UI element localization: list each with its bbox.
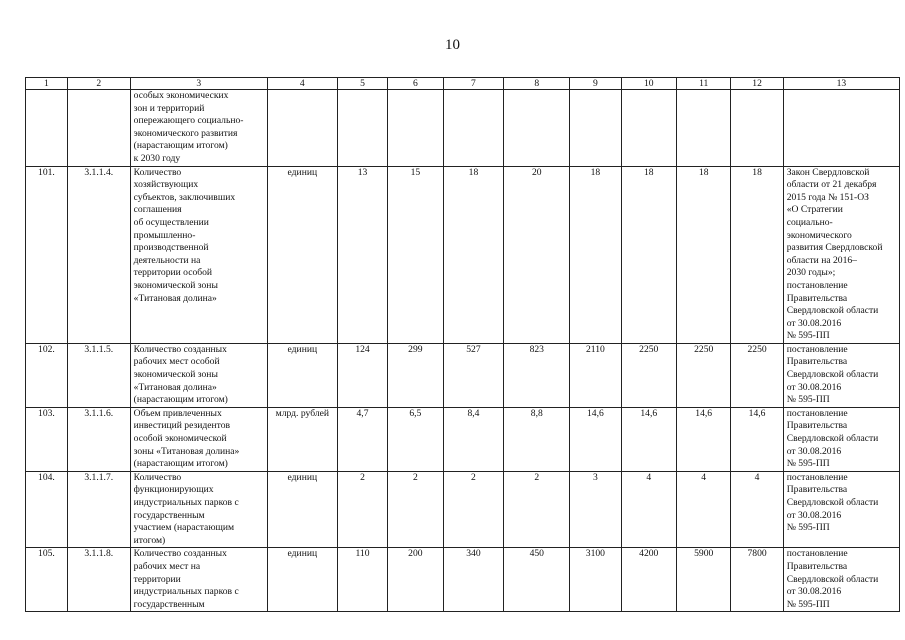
value-cell: 3100 xyxy=(570,548,621,612)
text-line: 2015 года № 151-ОЗ xyxy=(786,191,869,203)
text-line: инвестиций резидентов xyxy=(133,420,231,432)
row-number: 105. xyxy=(26,548,68,612)
row-number: 104. xyxy=(26,471,68,548)
value-cell: 7800 xyxy=(731,548,783,612)
value-cell: 4 xyxy=(731,471,783,548)
cell-empty xyxy=(570,90,621,167)
value-cell: 18 xyxy=(621,166,676,343)
text-line: субъектов, заключивших xyxy=(133,191,236,203)
column-number: 3 xyxy=(130,78,267,90)
text-line: от 30.08.2016 xyxy=(786,586,842,598)
text-line: от 30.08.2016 xyxy=(786,445,842,457)
indicators-table xyxy=(25,77,900,612)
indicator-code: 3.1.1.7. xyxy=(67,471,130,548)
text-line: Правительства xyxy=(786,560,848,572)
text-line: № 595-ПП xyxy=(786,458,830,470)
text-line: Правительства xyxy=(786,484,848,496)
value-cell: 3 xyxy=(570,471,621,548)
indicator-code: 3.1.1.8. xyxy=(67,548,130,612)
value-cell: 14,6 xyxy=(570,407,621,471)
source-cell xyxy=(783,548,899,612)
value-cell: 15 xyxy=(388,166,443,343)
column-number: 7 xyxy=(443,78,504,90)
unit-cell: единиц xyxy=(267,343,337,407)
text-line: государственным xyxy=(133,509,205,521)
text-line: особых экономических xyxy=(133,90,229,101)
source-cell xyxy=(783,407,899,471)
value-cell: 2 xyxy=(388,471,443,548)
value-cell: 823 xyxy=(504,343,570,407)
cell-empty xyxy=(676,90,730,167)
text-line: экономической зоны xyxy=(133,369,218,381)
text-line: постановление xyxy=(786,471,848,483)
value-cell: 2250 xyxy=(621,343,676,407)
text-line: постановление xyxy=(786,343,848,355)
value-cell: 14,6 xyxy=(731,407,783,471)
text-line: № 595-ПП xyxy=(786,330,830,342)
text-line: Количество созданных xyxy=(133,343,227,355)
column-number: 9 xyxy=(570,78,621,90)
value-cell: 2110 xyxy=(570,343,621,407)
value-cell: 13 xyxy=(337,166,387,343)
row-number: 102. xyxy=(26,343,68,407)
table-row xyxy=(26,343,900,407)
value-cell: 5900 xyxy=(676,548,730,612)
value-cell: 4200 xyxy=(621,548,676,612)
value-cell: 4 xyxy=(676,471,730,548)
text-line: рабочих мест на xyxy=(133,560,201,572)
text-line: Правительства xyxy=(786,356,848,368)
column-number: 6 xyxy=(388,78,443,90)
indicator-code: 3.1.1.6. xyxy=(67,407,130,471)
unit-cell: единиц xyxy=(267,548,337,612)
text-line: Количество xyxy=(133,166,182,178)
indicator-code: 3.1.1.4. xyxy=(67,166,130,343)
text-line: Свердловской области xyxy=(786,369,879,381)
text-line: особой экономической xyxy=(133,433,227,445)
text-line: Свердловской области xyxy=(786,305,879,317)
column-number: 8 xyxy=(504,78,570,90)
value-cell: 450 xyxy=(504,548,570,612)
value-cell: 18 xyxy=(443,166,504,343)
text-line: производственной xyxy=(133,242,209,254)
text-line: Свердловской области xyxy=(786,433,879,445)
text-line: социально- xyxy=(786,216,833,228)
value-cell: 2 xyxy=(337,471,387,548)
text-line: Количество xyxy=(133,471,182,483)
text-line: от 30.08.2016 xyxy=(786,317,842,329)
row-number: 103. xyxy=(26,407,68,471)
indicator-name-cell xyxy=(130,548,267,612)
text-line: постановление xyxy=(786,548,848,560)
text-line: Свердловской области xyxy=(786,497,879,508)
column-number: 12 xyxy=(731,78,783,90)
text-line: постановление xyxy=(786,407,848,419)
text-line: № 595-ПП xyxy=(786,522,830,534)
text-line: индустриальных парков с xyxy=(133,497,239,508)
unit-cell: млрд. рублей xyxy=(267,407,337,471)
text-line: опережающего социально- xyxy=(133,115,244,127)
value-cell: 18 xyxy=(570,166,621,343)
text-line: (нарастающим итогом) xyxy=(133,458,228,470)
indicator-code: 3.1.1.5. xyxy=(67,343,130,407)
text-line: постановление xyxy=(786,279,848,291)
text-line: «О Стратегии xyxy=(786,204,843,216)
text-line: деятельности на xyxy=(133,254,201,266)
indicator-name-cell xyxy=(130,471,267,548)
continuation-row xyxy=(26,90,900,167)
source-cell xyxy=(783,471,899,548)
cell-empty xyxy=(504,90,570,167)
column-number: 13 xyxy=(783,78,899,90)
value-cell: 200 xyxy=(388,548,443,612)
value-cell: 2250 xyxy=(676,343,730,407)
value-cell: 20 xyxy=(504,166,570,343)
text-line: соглашения xyxy=(133,204,182,216)
cell-empty xyxy=(783,90,899,167)
table-row xyxy=(26,548,900,612)
text-line: рабочих мест особой xyxy=(133,356,220,368)
cell-empty xyxy=(388,90,443,167)
text-line: экономического xyxy=(786,229,852,241)
text-line: «Титановая долина» xyxy=(133,292,217,304)
text-line: от 30.08.2016 xyxy=(786,381,842,393)
value-cell: 2250 xyxy=(731,343,783,407)
text-line: Свердловской области xyxy=(786,573,879,585)
source-cell xyxy=(783,166,899,343)
text-line: итогом) xyxy=(133,534,166,546)
value-cell: 4 xyxy=(621,471,676,548)
text-line: экономической зоны xyxy=(133,279,218,291)
page-number: 10 xyxy=(445,37,460,53)
column-number: 2 xyxy=(67,78,130,90)
column-number: 1 xyxy=(26,78,68,90)
text-line: территории особой xyxy=(133,267,213,279)
text-line: Правительства xyxy=(786,420,848,432)
text-line: зон и территорий xyxy=(133,102,205,114)
text-line: государственным xyxy=(133,598,205,610)
cell-empty xyxy=(443,90,504,167)
value-cell: 8,8 xyxy=(504,407,570,471)
text-line: № 595-ПП xyxy=(786,598,830,610)
value-cell: 6,5 xyxy=(388,407,443,471)
indicator-name-cell xyxy=(130,90,267,167)
unit-cell: единиц xyxy=(267,166,337,343)
cell-empty xyxy=(731,90,783,167)
value-cell: 8,4 xyxy=(443,407,504,471)
text-line: (нарастающим итогом) xyxy=(133,394,228,406)
text-line: функционирующих xyxy=(133,484,214,496)
text-line: Правительства xyxy=(786,292,848,304)
text-line: области на 2016– xyxy=(786,254,857,266)
text-line: «Титановая долина» xyxy=(133,381,217,393)
text-line: участием (нарастающим xyxy=(133,522,235,534)
value-cell: 18 xyxy=(731,166,783,343)
text-line: промышленно- xyxy=(133,229,196,241)
text-line: Закон Свердловской xyxy=(786,166,870,178)
value-cell: 527 xyxy=(443,343,504,407)
cell-empty xyxy=(26,90,68,167)
text-line: Количество созданных xyxy=(133,548,227,560)
indicator-name-cell xyxy=(130,166,267,343)
value-cell: 340 xyxy=(443,548,504,612)
table-row xyxy=(26,407,900,471)
source-cell xyxy=(783,343,899,407)
text-line: области от 21 декабря xyxy=(786,179,877,191)
text-line: зоны «Титановая долина» xyxy=(133,445,240,457)
text-line: к 2030 году xyxy=(133,152,181,164)
value-cell: 2 xyxy=(443,471,504,548)
indicator-name-cell xyxy=(130,343,267,407)
value-cell: 18 xyxy=(676,166,730,343)
text-line: 2030 годы»; xyxy=(786,267,836,279)
cell-empty xyxy=(267,90,337,167)
text-line: экономического развития xyxy=(133,127,238,139)
table-row xyxy=(26,471,900,548)
table-row xyxy=(26,166,900,343)
text-line: индустриальных парков с xyxy=(133,586,239,598)
value-cell: 2 xyxy=(504,471,570,548)
text-line: (нарастающим итогом) xyxy=(133,140,228,152)
cell-empty xyxy=(621,90,676,167)
text-line: территории xyxy=(133,573,181,585)
column-number: 5 xyxy=(337,78,387,90)
data-rows xyxy=(26,166,900,612)
value-cell: 4,7 xyxy=(337,407,387,471)
text-line: Объем привлеченных xyxy=(133,407,222,419)
row-number: 101. xyxy=(26,166,68,343)
text-line: № 595-ПП xyxy=(786,394,830,406)
column-number: 10 xyxy=(621,78,676,90)
value-cell: 110 xyxy=(337,548,387,612)
column-number: 4 xyxy=(267,78,337,90)
value-cell: 124 xyxy=(337,343,387,407)
column-number: 11 xyxy=(676,78,730,90)
column-number-row xyxy=(26,78,900,90)
text-line: развития Свердловской xyxy=(786,242,883,254)
text-line: об осуществлении xyxy=(133,216,209,228)
value-cell: 14,6 xyxy=(676,407,730,471)
unit-cell: единиц xyxy=(267,471,337,548)
value-cell: 14,6 xyxy=(621,407,676,471)
cell-empty xyxy=(67,90,130,167)
text-line: от 30.08.2016 xyxy=(786,509,842,521)
value-cell: 299 xyxy=(388,343,443,407)
cell-empty xyxy=(337,90,387,167)
text-line: хозяйствующих xyxy=(133,179,199,191)
indicator-name-cell xyxy=(130,407,267,471)
